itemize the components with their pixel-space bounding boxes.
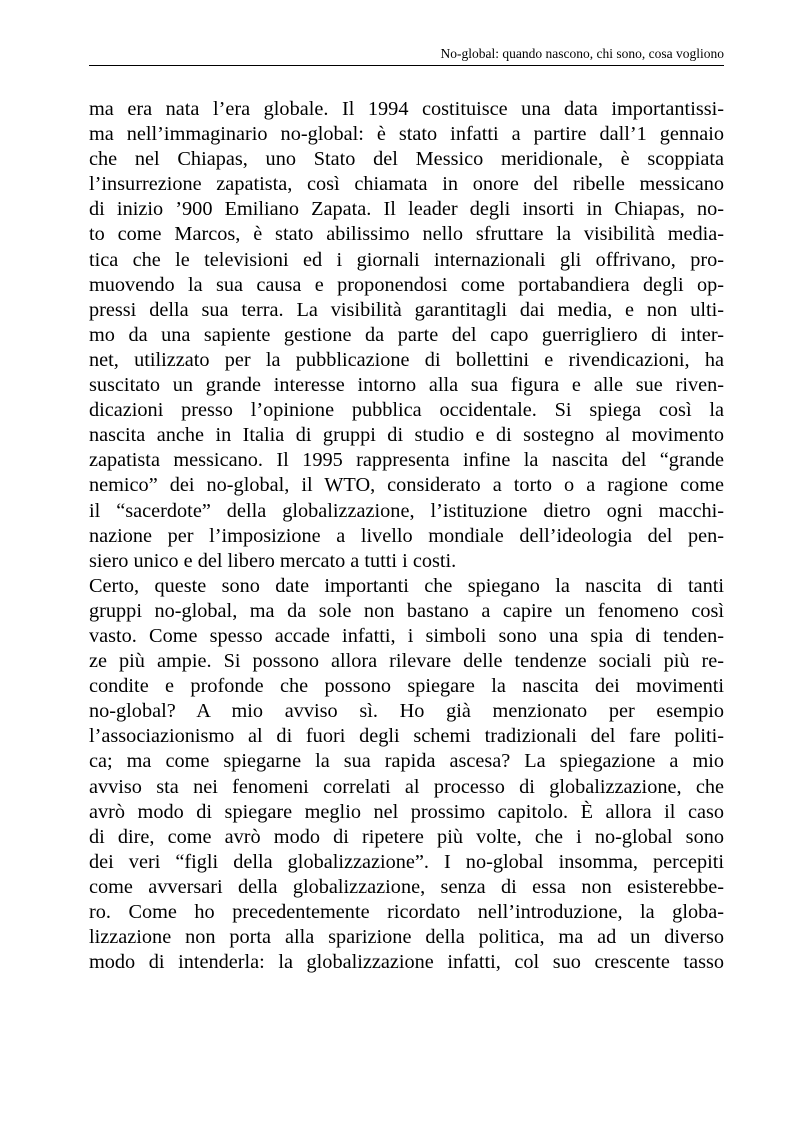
text-line: dei veri “figli della globalizzazione”. I no-global insomma, percepiti — [89, 850, 724, 873]
running-header — [89, 45, 724, 66]
text-line: che nel Chiapas, uno Stato del Messico meridionale, è scoppiata — [89, 148, 724, 171]
text-line: to come Marcos, è stato abilissimo nello sfruttare la visibilità media- — [89, 223, 724, 246]
text-line: Certo, queste sono date importanti che spiegano la nascita di tanti — [89, 574, 724, 597]
text-line: come avversari della globalizzazione, senza di essa non esisterebbe- — [89, 875, 724, 898]
text-line: nemico” dei no-global, il WTO, considerato a torto o a ragione come — [89, 474, 724, 497]
text-line: tica che le televisioni ed i giornali internazionali gli offrivano, pro- — [89, 248, 724, 271]
text-line: vasto. Come spesso accade infatti, i simboli sono una spia di tenden- — [89, 624, 724, 647]
body-text — [89, 97, 724, 975]
text-line: mo da una sapiente gestione da parte del capo guerrigliero di inter- — [89, 323, 724, 346]
text-line: lizzazione non porta alla sparizione della politica, ma ad un diverso — [89, 926, 724, 949]
text-line: muovendo la sua causa e proponendosi come portabandiera degli op- — [89, 273, 724, 296]
text-line: condite e profonde che possono spiegare la nascita dei movimenti — [89, 675, 724, 698]
paragraph-2 — [89, 574, 724, 976]
text-line: di inizio ’900 Emiliano Zapata. Il leader degli insorti in Chiapas, no- — [89, 198, 724, 221]
text-line: avviso sta nei fenomeni correlati al processo di globalizzazione, che — [89, 775, 724, 798]
text-line: suscitato un grande interesse intorno alla sua figura e alle sue riven- — [89, 374, 724, 397]
text-line: avrò modo di spiegare meglio nel prossimo capitolo. È allora il caso — [89, 800, 724, 823]
text-line: il “sacerdote” della globalizzazione, l’istituzione dietro ogni macchi- — [89, 499, 724, 522]
text-line: zapatista messicano. Il 1995 rappresenta infine la nascita del “grande — [89, 449, 724, 472]
text-line: ma era nata l’era globale. Il 1994 costituisce una data importantissi- — [89, 98, 724, 120]
text-line: ze più ampie. Si possono allora rilevare delle tendenze sociali più re- — [89, 650, 724, 673]
text-line: dicazioni presso l’opinione pubblica occidentale. Si spiega così la — [89, 399, 724, 422]
text-line: nascita anche in Italia di gruppi di studio e di sostegno al movimento — [89, 424, 724, 447]
text-line: no-global? A mio avviso sì. Ho già menzionato per esempio — [89, 700, 724, 723]
text-line: nazione per l’imposizione a livello mondiale dell’ideologia del pen- — [89, 524, 724, 547]
running-title: No-global: quando nascono, chi sono, cosa vogliono — [440, 46, 724, 61]
text-line: siero unico e del libero mercato a tutti i costi. — [89, 549, 457, 572]
text-line: net, utilizzato per la pubblicazione di bollettini e rivendicazioni, ha — [89, 348, 724, 371]
text-line: ca; ma come spiegarne la sua rapida ascesa? La spiegazione a mio — [89, 750, 724, 773]
text-line: modo di intenderla: la globalizzazione infatti, col suo crescente tasso — [89, 951, 724, 974]
text-line: gruppi no-global, ma da sole non bastano a capire un fenomeno così — [89, 599, 724, 622]
text-line: ma nell’immaginario no-global: è stato infatti a partire dall’1 gennaio — [89, 123, 724, 146]
paragraph-1 — [89, 97, 724, 574]
text-line: ro. Come ho precedentemente ricordato nell’introduzione, la globa- — [89, 901, 724, 923]
text-line: pressi della sua terra. La visibilità garantitagli dai media, e non ulti- — [89, 298, 724, 321]
text-line: l’insurrezione zapatista, così chiamata in onore del ribelle messicano — [89, 173, 724, 196]
text-line: di dire, come avrò modo di ripetere più volte, che i no-global sono — [89, 825, 724, 848]
text-line: l’associazionismo al di fuori degli schemi tradizionali del fare politi- — [89, 725, 724, 748]
